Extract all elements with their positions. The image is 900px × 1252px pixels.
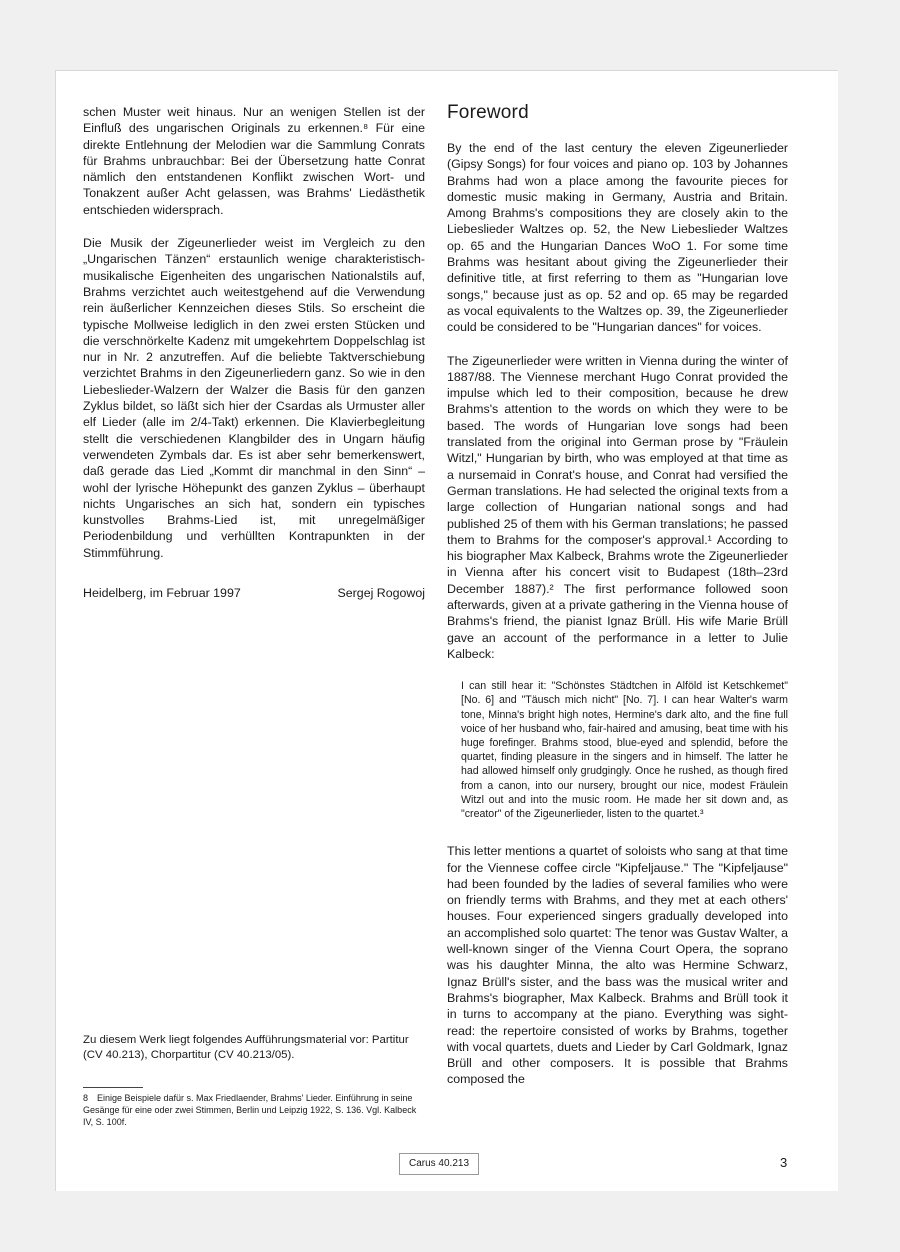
footnote-mark: 8 [83, 1093, 89, 1103]
right-paragraph-1: By the end of the last century the eleven Zigeunerlieder (Gipsy Songs) for four voices and piano op. 103 by Johannes Brahms had won a place among the favourite pieces for domestic music making in Germany, Austria and Britain. Among Brahms's compositions they are closely akin to the Liebeslieder Waltzes op. 52, the New Liebeslieder Waltzes op. 65 and the Hungarian Dances WoO 1. For some time Brahms was hesitant about giving the Zigeunerlieder their definitive title, at first referring to them as "Hungarian love songs," because just as op. 52 and op. 65 may be regarded as vocal equivalents to the Waltzes op. 39, the Zigeunerlieder could be considered to be "Hungarian dances" for voices. [447, 141, 788, 335]
right-paragraph-3: This letter mentions a quartet of soloists who sang at that time for the Viennese coffee circle "Kipfeljause." The "Kipfeljause" had been founded by the ladies of several families who were on friendly terms with Brahms, and they met at each others' houses. Four experienced singers gradually developed into an accomplished solo quartet: The tenor was Gustav Walter, a well-known singer of the Vienna Court Opera, the soprano was his daughter Minna, the alto was Hermine Schwarz, Ignaz Brüll's sister, and the bass was the musical writer and Brahms's biographer, Max Kalbeck. Brahms and Brüll took it in turns to accompany at the piano. Everything was sight-read: the repertoire consisted of works by Brahms, together with vocal quartets, duets and Lieder by Carl Goldmark, Ignaz Brüll and other composers. It is possible that Brahms composed the [447, 844, 788, 1087]
foreword-heading: Foreword [447, 102, 529, 123]
right-paragraph-2: The Zigeunerlieder were written in Vienna during the winter of 1887/88. The Viennese merchant Hugo Conrat provided the impulse which led to their composition, because he drew Brahms's attention to the words on which they were to be based. The words of Hungarian love songs had been translated from the original into German prose by "Fräulein Witzl," Hungarian by birth, who was employed at that time as a nursemaid in Conrat's house, and Conrat had versified the German translations. He had selected the original texts from a large collection of Hungarian national songs and had published 25 of them with his German translations; he passed them to Brahms for the composer's approval.¹ According to his biographer Max Kalbeck, Brahms wrote the Zigeunerlieder in Vienna after his concert visit to Budapest (18th–23rd December 1887).² The first performance followed soon afterwards, given at a private gathering in the Vienna house of Brahms's friend, the pianist Ignaz Brüll. His wife Marie Brüll gave an account of the performance in a letter to Julie Kalbeck: [447, 353, 788, 661]
author-name: Sergej Rogowoj [337, 586, 425, 600]
left-paragraph-1: schen Muster weit hinaus. Nur an wenigen Stellen ist der Einfluß des ungarischen Originals zu erkennen.⁸ Für eine direkte Entlehnung der Melodien war die Sammlung Conrats für Brahms unbrauchbar: Bei der Übersetzung hatte Conrat nämlich den entstandenen Konflikt zwischen Wort- und Tonakzent außer Acht gelassen, was Brahms' Liedästhetik entschieden widersprach. [83, 105, 425, 217]
footnote [83, 1092, 425, 1128]
page-number: 3 [780, 1155, 788, 1170]
left-column [83, 104, 425, 578]
performance-material-note: Zu diesem Werk liegt folgendes Aufführungsmaterial vor: Partitur (CV 40.213), Chorpartitur (CV 40.213/05). [83, 1034, 409, 1061]
left-paragraph-2: Die Musik der Zigeunerlieder weist im Vergleich zu den „Ungarischen Tänzen“ erstaunlich wenige charakteristisch-musikalische Eigenheiten des ungarischen Nationalstils auf, Brahms verzichtet auch weitestgehend auf die Verwendung rein äußerlicher Kennzeichen dieses Stils. So erscheint die typische Mollweise lediglich in den zwei ersten Stücken und die verschnörkelte Kadenz mit umgekehrtem Doppelschlag ist nur in Nr. 2 anzutreffen. Auf die beliebte Taktverschiebung verzichtet Brahms in den Zigeunerliedern ganz. So wie in den Liebeslieder-Walzern der Walzer die Basis für den ganzen Zyklus bildet, so läßt sich hier der Csardas als Urmuster aller elf Lieder (alle im 2/4-Takt) erkennen. Die Klavierbegleitung stellt die verschiedenen Klangbilder des in Ungarn häufig verwendeten Zymbals dar. Es ist aber sehr bemerkenswert, daß gerade das Lied „Kommt dir manchmal in den Sinn“ – wohl der lyrische Höhepunkt des ganzen Zyklus – überhaupt nichts Ungarisches an sich hat, sondern ein typisches kunstvolles Brahms-Lied ist, mit unregelmäßiger Periodenbildung und verhüllten Kontrapunkten in der Stimmführung. [83, 236, 425, 560]
footnote-text: Einige Beispiele dafür s. Max Friedlaender, Brahms' Lieder. Einführung in seine Gesänge für eine oder zwei Stimmen, Berlin und Leipzig 1922, S. 136. Vgl. Kalbeck IV, S. 100f. [83, 1093, 417, 1127]
right-column [447, 140, 788, 1105]
place-date: Heidelberg, im Februar 1997 [83, 586, 241, 600]
footnote-rule [83, 1087, 143, 1088]
letter-quote: I can still hear it: "Schönstes Städtchen in Alföld ist Ketschkemet" [No. 6] and "Täusch mich nicht" [No. 7]. I can hear Walter's warm tone, Minna's bright high notes, Hermine's dark alto, and the fine full voice of her husband who, fair-haired and amusing, beat time with his huge forefinger. Brahms stood, blue-eyed and splendid, before the quartet, finding pleasure in the singers and in himself. The latter he had allowed himself only grudgingly. Once he rushed, as though fired from a canon, into our nursery, brought our nice, modest Fräulein Witzl out and into the music room. He made her sit down and, as "creator" of the Zigeunerlieder, listen to the quartet.³ [461, 680, 788, 821]
catalog-number: Carus 40.213 [399, 1153, 479, 1175]
signature-line [83, 586, 425, 600]
